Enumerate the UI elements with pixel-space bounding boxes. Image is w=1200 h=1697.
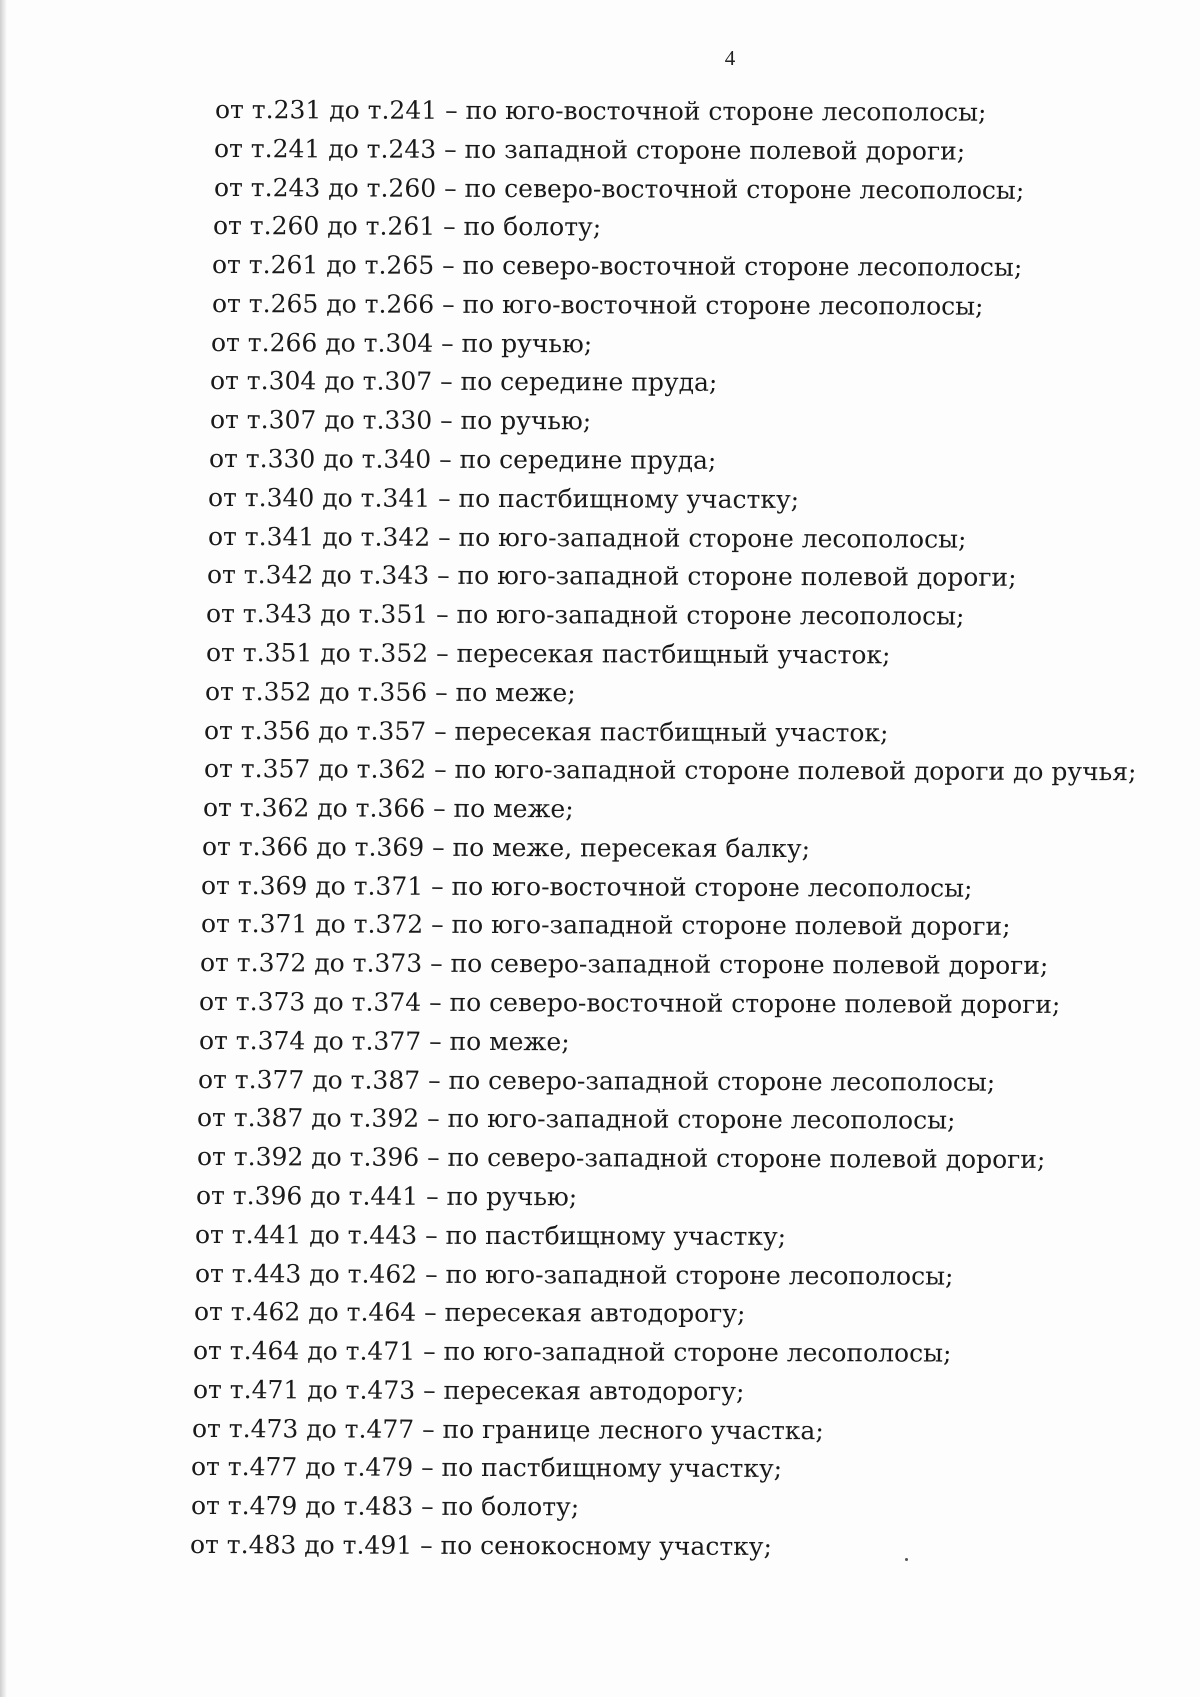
scan-speck xyxy=(905,1558,908,1561)
boundary-line: от т.477 до т.479 – по пастбищному участку; xyxy=(191,1452,783,1484)
boundary-line: от т.352 до т.356 – по меже; xyxy=(204,676,576,708)
boundary-line: от т.374 до т.377 – по меже; xyxy=(198,1025,570,1057)
boundary-line: от т.473 до т.477 – по границе лесного участка; xyxy=(191,1413,824,1445)
boundary-line: от т.362 до т.366 – по меже; xyxy=(202,793,574,824)
boundary-line: от т.231 до т.241 – по юго-восточной стороне лесополосы; xyxy=(214,95,987,127)
boundary-line: от т.330 до т.340 – по середине пруда; xyxy=(208,444,717,475)
boundary-line: от т.392 до т.396 – по северо-западной стороне полевой дороги; xyxy=(196,1142,1046,1175)
boundary-line: от т.356 до т.357 – пересекая пастбищный участок; xyxy=(204,715,889,747)
boundary-line: от т.266 до т.304 – по ручью; xyxy=(210,327,593,359)
boundary-line: от т.373 до т.374 – по северо-восточной стороне полевой дороги; xyxy=(199,987,1061,1020)
boundary-line: от т.479 до т.483 – по болоту; xyxy=(190,1491,579,1522)
boundary-line: от т.340 до т.341 – по пастбищному участку; xyxy=(208,482,800,514)
boundary-line: от т.265 до т.266 – по юго-восточной стороне лесополосы; xyxy=(211,288,984,321)
boundary-line: от т.357 до т.362 – по юго-западной стороне полевой дороги до ручья; xyxy=(203,754,1137,787)
boundary-line: от т.483 до т.491 – по сенокосному участку; xyxy=(189,1530,773,1562)
boundary-line: от т.387 до т.392 – по юго-западной стороне лесополосы; xyxy=(197,1103,956,1136)
boundary-line: от т.304 до т.307 – по середине пруда; xyxy=(210,366,718,398)
boundary-line: от т.377 до т.387 – по северо-западной стороне лесополосы; xyxy=(198,1064,996,1097)
boundary-line: от т.343 до т.351 – по юго-западной стороне лесополосы; xyxy=(206,599,965,631)
boundary-line: от т.351 до т.352 – пересекая пастбищный участок; xyxy=(205,637,891,670)
boundary-line: от т.462 до т.464 – пересекая автодорогу; xyxy=(193,1297,746,1329)
page-number: 4 xyxy=(724,46,736,70)
boundary-line: от т.241 до т.243 – по западной стороне полевой дороги; xyxy=(214,133,966,166)
boundary-line: от т.372 до т.373 – по северо-западной стороне полевой дороги; xyxy=(200,948,1049,981)
boundary-line: от т.341 до т.342 – по юго-западной стороне лесополосы; xyxy=(207,521,967,554)
boundary-line: от т.243 до т.260 – по северо-восточной стороне лесополосы; xyxy=(213,172,1024,205)
boundary-line: от т.443 до т.462 – по юго-западной стороне лесополосы; xyxy=(194,1258,954,1291)
boundary-line: от т.471 до т.473 – пересекая автодорогу; xyxy=(192,1374,745,1406)
boundary-line: от т.371 до т.372 – по юго-западной стороне полевой дороги; xyxy=(200,909,1011,942)
boundary-line: от т.261 до т.265 – по северо-восточной стороне лесополосы; xyxy=(212,250,1023,282)
boundary-line: от т.342 до т.343 – по юго-западной стороне полевой дороги; xyxy=(206,560,1017,593)
boundary-line: от т.441 до т.443 – по пастбищному участку; xyxy=(195,1219,787,1251)
boundary-line: от т.369 до т.371 – по юго-восточной стороне лесополосы; xyxy=(201,870,974,903)
boundary-line: от т.307 до т.330 – по ручью; xyxy=(209,405,591,436)
boundary-line: от т.260 до т.261 – по болоту; xyxy=(212,211,602,242)
boundary-line: от т.366 до т.369 – по меже, пересекая балку; xyxy=(202,831,811,864)
boundary-line: от т.396 до т.441 – по ручью; xyxy=(196,1180,578,1212)
boundary-line: от т.464 до т.471 – по юго-западной стороне лесополосы; xyxy=(193,1336,952,1368)
